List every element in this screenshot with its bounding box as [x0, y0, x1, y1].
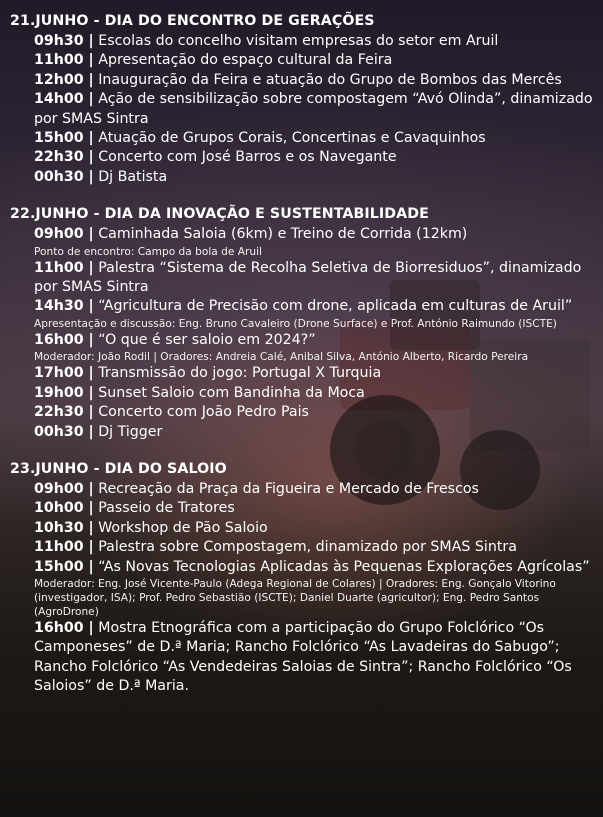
- item-time: 15h00 |: [34, 558, 94, 575]
- item-text: Apresentação do espaço cultural da Feira: [98, 52, 393, 69]
- schedule-item: [34, 71, 595, 90]
- item-time: 00h30 |: [34, 423, 94, 440]
- item-time: 11h00 |: [34, 259, 94, 276]
- item-time: 15h00 |: [34, 130, 94, 147]
- schedule-item: [34, 51, 595, 70]
- item-time: 16h00 |: [34, 619, 94, 636]
- item-time: 14h30 |: [34, 298, 94, 315]
- item-time: 10h00 |: [34, 500, 94, 517]
- item-note: Apresentação e discussão: Eng. Bruno Cavaleiro (Drone Surface) e Prof. António Raimundo (ISCTE): [34, 317, 557, 330]
- section-title: 22.JUNHO - DIA DA INOVAÇÃO E SUSTENTABILIDADE: [10, 206, 429, 223]
- item-text: Concerto com José Barros e os Navegante: [98, 149, 397, 166]
- schedule-item: [34, 519, 595, 538]
- schedule-item: [34, 168, 595, 187]
- item-time: 14h00 |: [34, 91, 94, 108]
- item-time: 09h30 |: [34, 33, 94, 49]
- item-text: Dj Batista: [98, 168, 168, 185]
- schedule-item: [34, 558, 595, 577]
- item-time: 22h30 |: [34, 404, 94, 421]
- item-text: Transmissão do jogo: Portugal X Turquia: [98, 365, 382, 382]
- item-text: Caminhada Saloia (6km) e Treino de Corrida (12km): [98, 226, 468, 243]
- item-text: Recreação da Praça da Figueira e Mercado de Frescos: [98, 480, 479, 497]
- item-time: 10h30 |: [34, 519, 94, 536]
- schedule-item: [34, 259, 595, 298]
- item-text: Sunset Saloio com Bandinha da Moca: [98, 384, 365, 401]
- schedule-item: [34, 148, 595, 167]
- schedule-item: [34, 129, 595, 148]
- item-time: 11h00 |: [34, 539, 94, 556]
- item-time: 09h00 |: [34, 480, 94, 497]
- item-text: Atuação de Grupos Corais, Concertinas e Cavaquinhos: [98, 130, 486, 147]
- item-text: Workshop de Pão Saloio: [98, 519, 268, 536]
- item-text: Inauguração da Feira e atuação do Grupo de Bombos das Mercês: [98, 71, 562, 88]
- item-text: Ação de sensibilização sobre compostagem “Avó Olinda”, dinamizado por SMAS Sintra: [34, 91, 593, 127]
- item-time: 11h00 |: [34, 52, 94, 69]
- item-text: Palestra sobre Compostagem, dinamizado por SMAS Sintra: [98, 539, 517, 556]
- schedule-item: [34, 403, 595, 422]
- item-text: “O que é ser saloio em 2024?”: [98, 331, 316, 348]
- schedule-item: [34, 331, 595, 350]
- day-section-23-june: [10, 460, 595, 697]
- item-note: Moderador: Eng. José Vicente-Paulo (Adega Regional de Colares) | Oradores: Eng. Gonçalo Vitorino (investigador, ISA); Prof. Pedro Sebastião (ISCTE); Daniel Duarte (agricultor); Eng. Pedro Santos (AgroDrone): [34, 577, 556, 618]
- schedule-item: [34, 90, 595, 129]
- schedule-item: [34, 499, 595, 518]
- schedule-item: [34, 423, 595, 442]
- item-text: Concerto com João Pedro Pais: [98, 404, 309, 421]
- item-time: 00h30 |: [34, 168, 94, 185]
- schedule-item: [34, 619, 595, 697]
- section-title: 21.JUNHO - DIA DO ENCONTRO DE GERAÇÕES: [10, 13, 375, 29]
- item-text: Palestra “Sistema de Recolha Seletiva de Biorresiduos”, dinamizado por SMAS Sintra: [34, 259, 582, 296]
- item-time: 12h00 |: [34, 71, 94, 88]
- event-program: [10, 12, 595, 715]
- item-text: Passeio de Tratores: [98, 500, 235, 517]
- item-time: 19h00 |: [34, 384, 94, 401]
- item-text: Mostra Etnográfica com a participação do Grupo Folclórico “Os Camponeses” de D.ª Maria; Rancho Folclórico “As Lavadeiras do Sabugo”; Rancho Folclórico “As Vendedeiras Saloias de Sintra”; Rancho Folclórico “Os Saloios” de D.ª Maria.: [34, 619, 572, 695]
- item-note: Ponto de encontro: Campo da bola de Aruil: [34, 245, 262, 258]
- item-text: Dj Tigger: [98, 423, 163, 440]
- item-text: “Agricultura de Precisão com drone, aplicada em culturas de Aruil”: [98, 298, 573, 315]
- day-section-21-june: [10, 12, 595, 187]
- schedule-item: [34, 297, 595, 316]
- schedule-item: [34, 225, 595, 244]
- schedule-item: [34, 384, 595, 403]
- day-section-22-june: [10, 205, 595, 442]
- schedule-item: [34, 364, 595, 383]
- item-time: 17h00 |: [34, 365, 94, 382]
- item-text: “As Novas Tecnologias Aplicadas às Pequenas Explorações Agrícolas”: [98, 558, 590, 575]
- item-time: 09h00 |: [34, 226, 94, 243]
- item-time: 22h30 |: [34, 149, 94, 166]
- schedule-item: [34, 480, 595, 499]
- section-title: 23.JUNHO - DIA DO SALOIO: [10, 460, 227, 477]
- item-time: 16h00 |: [34, 331, 94, 348]
- schedule-item: [34, 32, 595, 51]
- item-text: Escolas do concelho visitam empresas do setor em Aruil: [98, 33, 499, 49]
- item-note: Moderador: João Rodil | Oradores: Andreia Calé, Anibal Silva, António Alberto, Ricardo Pereira: [34, 351, 529, 364]
- schedule-item: [34, 538, 595, 557]
